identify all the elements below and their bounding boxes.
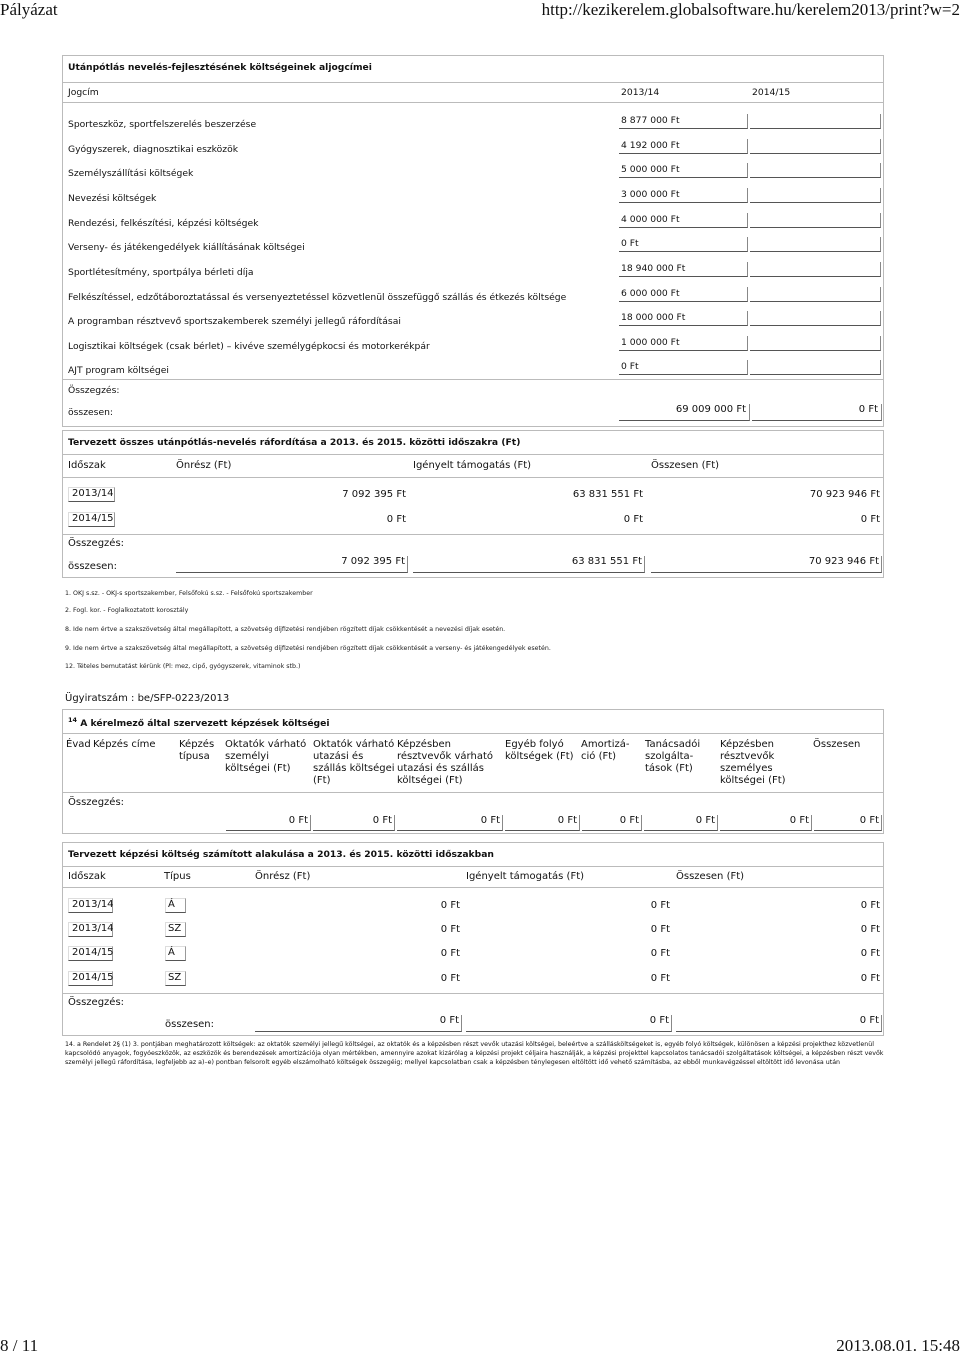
row-label: Sportlétesítmény, sportpálya bérleti díja: [68, 267, 254, 278]
value-2013-14: 0 Ft: [619, 237, 748, 252]
col-kepzes-cime: Képzés címe: [93, 739, 156, 750]
period: 2014/15: [68, 946, 113, 961]
section1-total-2013-14: 69 009 000 Ft: [619, 404, 750, 421]
onresz: 7 092 395 Ft: [342, 489, 406, 500]
total-osszesen: 0 Ft: [814, 815, 882, 831]
osszesen: 70 923 946 Ft: [809, 489, 880, 500]
osszesen: 0 Ft: [860, 900, 880, 911]
osszesen: 0 Ft: [860, 948, 880, 959]
value-2014-15: [750, 139, 881, 154]
value-2014-15: [750, 213, 881, 228]
value-2014-15: [750, 114, 881, 129]
section2-total-onresz: 7 092 395 Ft: [176, 556, 408, 573]
section1-total-2014-15: 0 Ft: [752, 404, 882, 421]
print-header-title: Pályázat: [0, 0, 58, 19]
onresz: 0 Ft: [440, 948, 460, 959]
value-2014-15: [750, 311, 881, 326]
section3-title: A kérelmező által szervezett képzések költségei: [80, 718, 330, 730]
col-idoszak: Időszak: [68, 460, 106, 471]
value-2014-15: [750, 360, 881, 375]
footnote-ref: 14: [68, 716, 78, 724]
osszesen: 0 Ft: [860, 924, 880, 935]
row-label: AJT program költségei: [68, 365, 169, 376]
section1-title: Utánpótlás nevelés-fejlesztésének költségeinek aljogcímei: [68, 62, 372, 73]
value-2013-14: 18 000 000 Ft: [619, 311, 748, 326]
row-label: Rendezési, felkészítési, képzési költségek: [68, 218, 259, 229]
section4-total-onresz: 0 Ft: [255, 1015, 462, 1032]
note-8: 8. Ide nem értve a szakszövetség által megállapított, a szövetség díjfizetési rendjében rögzített díjak csökkentését a nevezési díjak esetén.: [65, 626, 506, 633]
value-2013-14: 18 940 000 Ft: [619, 262, 748, 277]
igenyelt: 63 831 551 Ft: [572, 489, 643, 500]
value-2014-15: [750, 336, 881, 351]
value-2013-14: 0 Ft: [619, 360, 748, 375]
note-2: 2. Fogl. kor. - Foglalkoztatott korosztály: [65, 607, 189, 614]
col-jogcim: Jogcím: [68, 87, 99, 98]
osszesen: 0 Ft: [860, 514, 880, 525]
onresz: 0 Ft: [386, 514, 406, 525]
row-label: Logisztikai költségek (csak bérlet) – kivéve személygépkocsi és motorkerékpár: [68, 341, 430, 352]
value-2013-14: 1 000 000 Ft: [619, 336, 748, 351]
onresz: 0 Ft: [440, 973, 460, 984]
section1-total-label: összesen:: [68, 407, 114, 418]
col-resztvevok-utazasi: Képzésben résztvevők várható utazási és szállás költségei (Ft): [397, 739, 493, 786]
section3-summary-label: Összegzés:: [68, 797, 125, 808]
value-2014-15: [750, 188, 881, 203]
section2-summary-label: Összegzés:: [68, 538, 125, 549]
period: 2013/14: [68, 922, 113, 937]
period: 2013/14: [68, 487, 115, 502]
period: 2013/14: [68, 898, 113, 913]
onresz: 0 Ft: [440, 900, 460, 911]
col-osszesen: Összesen (Ft): [676, 871, 745, 882]
value-2013-14: 6 000 000 Ft: [619, 287, 748, 302]
row-label: Verseny- és játékengedélyek kiállításának költségei: [68, 242, 305, 253]
row-label: A programban résztvevő sportszakemberek személyi jellegű ráfordításai: [68, 316, 401, 327]
period: 2014/15: [68, 971, 113, 986]
section1-summary-label: Összegzés:: [68, 385, 120, 396]
value-2014-15: [750, 262, 881, 277]
type: Á: [165, 898, 186, 913]
row-label: Személyszállítási költségek: [68, 168, 194, 179]
onresz: 0 Ft: [440, 924, 460, 935]
print-footer-datetime: 2013.08.01. 15:48: [836, 1336, 960, 1355]
total-egyeb: 0 Ft: [505, 815, 580, 831]
value-2013-14: 5 000 000 Ft: [619, 163, 748, 178]
igenyelt: 0 Ft: [650, 900, 670, 911]
total-amortizacio: 0 Ft: [582, 815, 642, 831]
section4-title: Tervezett képzési költség számított alakulása a 2013. és 2015. közötti időszakban: [68, 849, 494, 860]
row-label: Nevezési költségek: [68, 193, 157, 204]
osszesen: 0 Ft: [860, 973, 880, 984]
value-2013-14: 4 192 000 Ft: [619, 139, 748, 154]
col-szemelyes: Képzésben résztvevők személyes költségei (Ft): [720, 739, 786, 786]
col-onresz: Önrész (Ft): [176, 460, 232, 471]
section2-total-igenyelt: 63 831 551 Ft: [413, 556, 645, 573]
value-2013-14: 3 000 000 Ft: [619, 188, 748, 203]
type: SZ: [165, 971, 186, 986]
col-igenyelt: Igényelt támogatás (Ft): [413, 460, 532, 471]
col-osszesen: Összesen: [813, 739, 861, 750]
section2-title: Tervezett összes utánpótlás-nevelés ráfordítása a 2013. és 2015. közötti időszakra (Ft): [68, 437, 521, 448]
col-amortizacio: Amortizá- ció (Ft): [581, 739, 630, 762]
total-oktatok-utazasi: 0 Ft: [313, 815, 395, 831]
total-oktatok-szemelyi: 0 Ft: [226, 815, 311, 831]
col-oktatok-szemelyi: Oktatók várható személyi költségei (Ft): [225, 739, 307, 774]
total-resztvevok-utazasi: 0 Ft: [397, 815, 503, 831]
col-tipus: Típus: [164, 871, 191, 882]
igenyelt: 0 Ft: [650, 973, 670, 984]
note-1: 1. OKJ s.sz. - OKJ-s sportszakember, Felsőfokú s.sz. - Felsőfokú sportszakember: [65, 590, 313, 597]
section2-total-label: összesen:: [68, 561, 118, 572]
col-onresz: Önrész (Ft): [255, 871, 311, 882]
value-2013-14: 8 877 000 Ft: [619, 114, 748, 129]
total-szemelyes: 0 Ft: [720, 815, 812, 831]
col-kepzes-tipusa: Képzés típusa: [179, 739, 215, 762]
value-2014-15: [750, 237, 881, 252]
col-2013-14: 2013/14: [621, 87, 660, 98]
print-footer-page: 8 / 11: [0, 1336, 39, 1355]
col-tanacsadoi: Tanácsadói szolgálta- tások (Ft): [645, 739, 701, 774]
value-2014-15: [750, 163, 881, 178]
print-header-url: http://kezikerelem.globalsoftware.hu/kerelem2013/print?w=2: [541, 0, 960, 19]
row-label: Sporteszköz, sportfelszerelés beszerzése: [68, 119, 257, 130]
col-oktatok-utazasi: Oktatók várható utazási és szállás költségei (Ft): [313, 739, 395, 786]
col-igenyelt: Igényelt támogatás (Ft): [466, 871, 585, 882]
value-2014-15: [750, 287, 881, 302]
section3-title-line: [68, 716, 330, 729]
value-2013-14: 4 000 000 Ft: [619, 213, 748, 228]
footnote-14: 14. a Rendelet 2§ (1) 3. pontjában meghatározott költségek: az oktatók személyi jellegű költségei, az oktatók és a képzésben részt vevők utazási költségei, beleértve a szállásköltségeket is, egyéb folyó költségek, különösen a képzési projekthez közvetlenül kapcsolódó anyagok, fogyóeszközök, az eszközök és berendezések amortizációja olyan mértékben, amennyire azokat kizárólag a képzési projekt céljaira használják, a képzési projekttel kapcsolatos tanácsadói szolgáltatások költségei, a képzésben részt vevők személyi jellegű ráfordítása, legfeljebb az a)–e) pontban felsorolt egyéb elszámolható költségek összegéig; mellyel kapcsolatban csak a képzésben ténylegesen eltöltött idő vehető számításba, az ebből munkavégzéssel eltöltött idő levonása után: [65, 1041, 884, 1066]
col-egyeb: Egyéb folyó költségek (Ft): [505, 739, 574, 762]
section4-summary-label: Összegzés:: [68, 997, 125, 1008]
period: 2014/15: [68, 512, 115, 527]
igenyelt: 0 Ft: [650, 924, 670, 935]
col-osszesen: Összesen (Ft): [651, 460, 720, 471]
col-2014-15: 2014/15: [752, 87, 791, 98]
section2-total-osszesen: 70 923 946 Ft: [651, 556, 882, 573]
case-number: Ügyiratszám : be/SFP-0223/2013: [65, 693, 230, 704]
note-12: 12. Tételes bemutatást kérünk (Pl: mez, cipő, gyógyszerek, vitaminok stb.): [65, 663, 301, 670]
section4-total-label: összesen:: [165, 1019, 215, 1030]
type: Á: [165, 946, 186, 961]
igenyelt: 0 Ft: [623, 514, 643, 525]
section4-total-osszesen: 0 Ft: [676, 1015, 882, 1032]
row-label: Gyógyszerek, diagnosztikai eszközök: [68, 144, 239, 155]
igenyelt: 0 Ft: [650, 948, 670, 959]
section4-total-igenyelt: 0 Ft: [466, 1015, 672, 1032]
col-idoszak: Időszak: [68, 871, 106, 882]
col-evad: Évad: [66, 739, 91, 750]
note-9: 9. Ide nem értve a szakszövetség által megállapított, a szövetség díjfizetési rendjében rögzített díjak csökkentését a verseny- és játékengedélyek esetén.: [65, 645, 551, 652]
total-tanacsadoi: 0 Ft: [644, 815, 718, 831]
row-label: Felkészítéssel, edzőtáboroztatással és versenyeztetéssel közvetlenül összefüggő szállás és étkezés költsége: [68, 292, 567, 303]
type: SZ: [165, 922, 186, 937]
